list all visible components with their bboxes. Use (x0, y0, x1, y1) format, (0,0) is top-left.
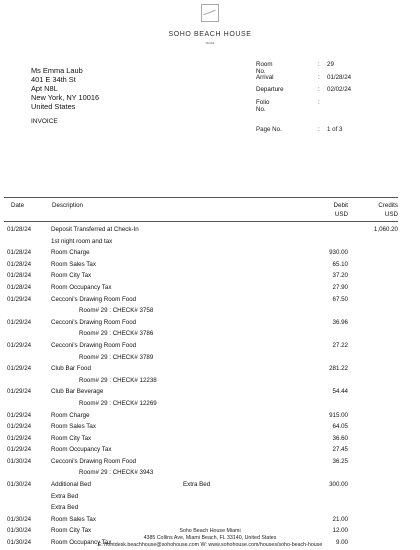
footer-address: 4385 Collins Ave, Miami Beach, FL 33140, United States (143, 534, 277, 541)
page-label: Page No. (256, 126, 282, 133)
credit-unit: USD (384, 211, 398, 218)
row-description: Room City Tax (51, 527, 92, 535)
brand-logo (0, 4, 420, 45)
row-description: Room Occupancy Tax (51, 539, 112, 547)
document-label: INVOICE (31, 118, 58, 125)
address-line: United States (31, 102, 76, 111)
row-description: Room Sales Tax (51, 423, 96, 431)
table-row (0, 283, 420, 295)
address-line: 401 E 34th St (31, 75, 76, 84)
meta-separator: : (318, 86, 320, 93)
meta-label: Folio No. (256, 98, 270, 113)
row-description: Cecconi's Drawing Room Food (51, 295, 137, 303)
table-row (0, 387, 420, 399)
column-header-description: Description (52, 202, 83, 209)
debit-label: Debit (333, 202, 348, 209)
row-description: Deposit Transferred at Check-In (51, 226, 139, 233)
row-date: 01/30/24 (7, 515, 32, 523)
row-debit: 64.05 (332, 423, 348, 431)
row-credit: 1,060.20 (373, 226, 398, 233)
row-description: Room# 29 : CHECK# 3758 (79, 307, 154, 315)
row-description: 1st night room and tax (51, 237, 113, 245)
row-date: 01/28/24 (7, 283, 32, 291)
guest-name: Ms Emma Laub (31, 66, 83, 75)
row-date: 01/28/24 (7, 260, 32, 268)
row-description: Cecconi's Drawing Room Food (51, 318, 137, 326)
table-top-rule (4, 197, 398, 198)
row-description: Room# 29 : CHECK# 3789 (79, 353, 154, 361)
table-row (0, 353, 420, 365)
meta-separator: : (318, 61, 320, 68)
row-date: 01/28/24 (7, 249, 32, 257)
row-date: 01/29/24 (7, 388, 32, 396)
row-description: Room Sales Tax (51, 260, 96, 268)
address-line: Apt N8L (31, 84, 58, 93)
table-row (0, 480, 420, 492)
meta-separator: : (318, 98, 320, 106)
column-header-debit (334, 201, 348, 219)
row-description: Room Occupancy Tax (51, 283, 112, 291)
row-debit: 915.00 (329, 411, 348, 419)
brand-location: MIAMI (205, 41, 215, 45)
table-row (0, 248, 420, 260)
address-line: New York, NY 10016 (31, 93, 100, 102)
page-separator: : (318, 126, 320, 133)
row-debit: 21.00 (332, 515, 348, 523)
row-description: Room Charge (51, 411, 90, 419)
row-date: 01/29/24 (7, 295, 32, 303)
row-date: 01/29/24 (7, 411, 32, 419)
table-row (0, 468, 420, 480)
row-debit: 27.22 (332, 341, 348, 349)
table-row (0, 492, 420, 504)
table-row (0, 515, 420, 527)
table-row (0, 329, 420, 341)
row-description: Extra Bed (51, 504, 79, 512)
row-description: Room# 29 : CHECK# 12269 (79, 399, 157, 407)
column-header-credits (378, 201, 398, 219)
table-row (0, 445, 420, 457)
credit-label: Credits (378, 202, 398, 209)
header-bottom-rule (4, 221, 398, 222)
row-date: 01/28/24 (7, 226, 32, 233)
table-row (0, 422, 420, 434)
row-date: 01/30/24 (7, 481, 32, 489)
table-row (0, 260, 420, 272)
page-number (256, 126, 416, 136)
row-description: Club Bar Beverage (51, 388, 104, 396)
table-row (0, 399, 420, 411)
table-row (0, 457, 420, 469)
brand-name: SOHO BEACH HOUSE (168, 31, 252, 38)
table-row (0, 434, 420, 446)
row-date: 01/29/24 (7, 434, 32, 442)
row-description: Cecconi's Drawing Room Food (51, 341, 137, 349)
row-description: Room Sales Tax (51, 515, 96, 523)
row-description: Club Bar Food (51, 365, 91, 373)
row-description: Room Charge (51, 249, 90, 257)
meta-value: 01/28/24 (327, 73, 352, 81)
row-description: Room# 29 : CHECK# 3786 (79, 330, 154, 338)
row-debit: 300.00 (329, 481, 348, 489)
meta-value: 29 (327, 61, 334, 68)
guest-address-block (31, 66, 99, 111)
debit-unit: USD (334, 211, 348, 218)
row-description: Additional Bed (51, 481, 91, 489)
row-debit: 36.96 (332, 318, 348, 326)
table-row (0, 411, 420, 423)
table-row (0, 503, 420, 515)
meta-value: 02/02/24 (327, 86, 352, 93)
table-row (0, 364, 420, 376)
table-row (0, 341, 420, 353)
row-debit: 930.00 (329, 249, 348, 257)
row-description: Extra Bed (51, 492, 79, 500)
row-debit: 67.50 (332, 295, 348, 303)
row-description: Room City Tax (51, 272, 92, 280)
meta-label: Arrival (256, 73, 274, 81)
row-description: Room Occupancy Tax (51, 446, 112, 454)
row-date: 01/29/24 (7, 318, 32, 326)
row-date: 01/29/24 (7, 365, 32, 373)
footer (0, 528, 420, 548)
meta-separator: : (318, 73, 320, 81)
meta-label: Room No. (256, 61, 273, 75)
table-row (0, 318, 420, 330)
row-date: 01/29/24 (7, 446, 32, 454)
row-description: Room# 29 : CHECK# 12238 (79, 376, 157, 384)
row-description: Room City Tax (51, 434, 92, 442)
row-date: 01/30/24 (7, 527, 32, 535)
row-date: 01/29/24 (7, 341, 32, 349)
row-debit: 36.60 (332, 434, 348, 442)
row-debit: 27.90 (332, 283, 348, 291)
meta-label: Departure (256, 86, 284, 93)
row-date: 01/30/24 (7, 457, 32, 465)
table-row (0, 376, 420, 388)
row-description: Cecconi's Drawing Room Food (51, 457, 137, 465)
row-debit: 54.44 (332, 388, 348, 396)
row-date: 01/29/24 (7, 423, 32, 431)
row-debit: 9.00 (335, 539, 348, 547)
row-date: 01/28/24 (7, 272, 32, 280)
table-row (0, 295, 420, 307)
table-row (0, 306, 420, 318)
column-header-date: Date (11, 202, 25, 209)
row-debit: 65.10 (332, 260, 348, 268)
row-debit: 36.25 (332, 457, 348, 465)
row-debit: 281.22 (329, 365, 348, 373)
house-logo-icon (201, 4, 219, 22)
row-debit: 37.20 (332, 272, 348, 280)
footer-hotel-name: Soho Beach House Miami (179, 528, 241, 534)
table-row (0, 225, 420, 237)
page-value: 1 of 3 (327, 126, 343, 133)
row-date: 01/30/24 (7, 539, 32, 547)
row-description: Room# 29 : CHECK# 3943 (79, 469, 154, 477)
table-row (0, 237, 420, 249)
row-debit: 27.45 (332, 446, 348, 454)
transactions-table (0, 225, 420, 550)
row-detail: Extra Bed (183, 481, 211, 489)
table-row (0, 271, 420, 283)
row-debit: 12.00 (332, 527, 348, 535)
footer-contact: E: frontdesk.beachhouse@sohohouse.com W: www.sohohouse.com/houses/soho-beach-house (97, 541, 323, 548)
